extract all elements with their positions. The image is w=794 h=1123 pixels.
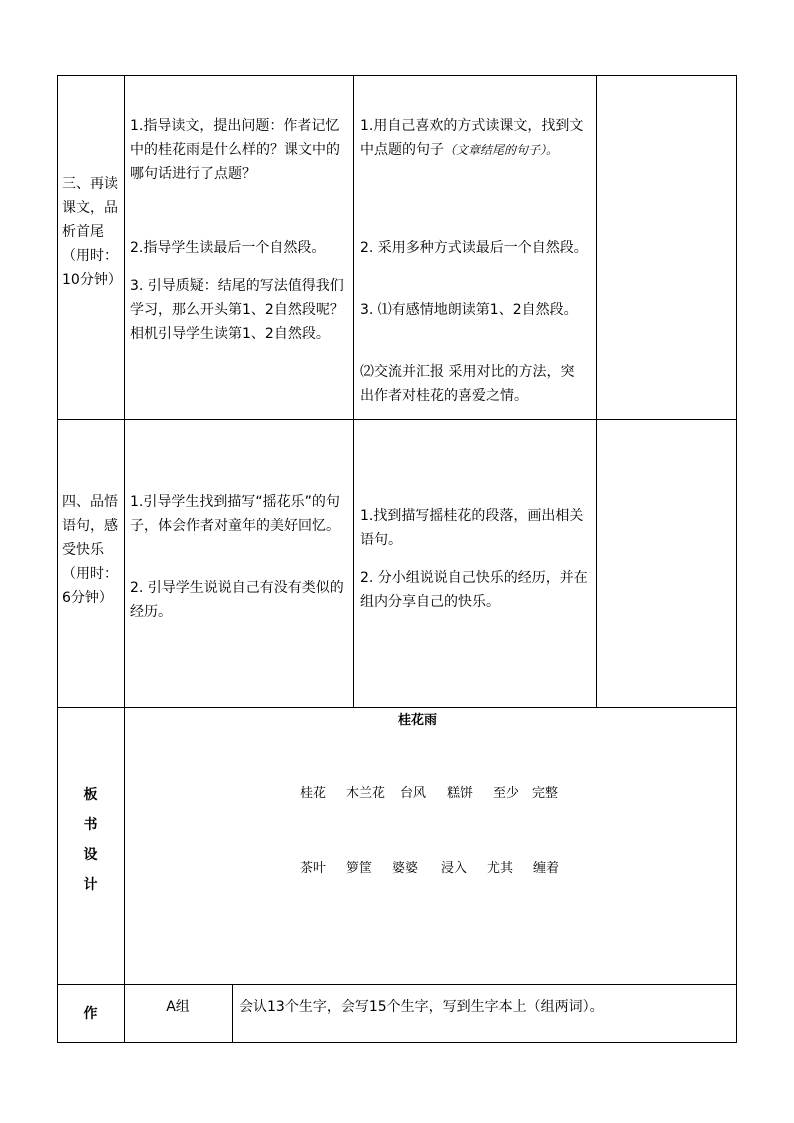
section4-teacher-step1: 1.引导学生找到描写“摇花乐”的句子，体会作者对童年的美好回忆。 xyxy=(130,494,340,534)
section4-teacher-step2: 2. 引导学生说说自己有没有类似的经历。 xyxy=(130,580,344,620)
col-divider xyxy=(596,75,597,707)
board-word: 茶叶 xyxy=(300,861,327,876)
homework-group: A组 xyxy=(166,999,190,1015)
row-divider xyxy=(57,984,737,985)
section3-heading: 三、再读课文，品析首尾（用时：10分钟） xyxy=(62,176,122,288)
board-label-char: 书 xyxy=(83,817,98,833)
row-divider xyxy=(57,707,737,708)
lesson-plan-table xyxy=(57,75,737,1043)
section3-teacher-step2: 2.指导学生读最后一个自然段。 xyxy=(130,240,326,256)
board-title: 桂花雨 xyxy=(397,713,437,728)
board-word: 缠着 xyxy=(533,861,560,876)
board-word: 箩筐 xyxy=(346,861,373,876)
homework-content: 会认13个生字，会写15个生字，写到生字本上（组两词）。 xyxy=(239,999,604,1015)
board-word: 浸入 xyxy=(441,861,468,876)
section3-student-step2: 2. 采用多种方式读最后一个自然段。 xyxy=(360,240,588,256)
section4-student-step1: 1.找到描写摇桂花的段落，画出相关语句。 xyxy=(360,508,584,548)
student-step1-main: 1.用自己喜欢的方式读课文，找到文中点题的句子 xyxy=(360,118,584,158)
section3-student-step3: 3. ⑴有感情地朗读第1、2自然段。 xyxy=(360,302,578,318)
section3-teacher-step1: 1.指导读文，提出问题：作者记忆中的桂花雨是什么样的？课文中的哪句话进行了点题？ xyxy=(130,118,340,182)
section3-student-step1 xyxy=(360,114,588,162)
board-label-char: 设 xyxy=(83,847,98,863)
board-label-char: 计 xyxy=(83,877,98,893)
board-word: 台风 xyxy=(400,786,427,801)
col-divider xyxy=(124,75,125,1043)
board-word: 木兰花 xyxy=(346,786,386,801)
board-word: 糕饼 xyxy=(447,786,474,801)
board-word: 桂花 xyxy=(300,786,327,801)
section4-student-step2: 2. 分小组说说自己快乐的经历，并在组内分享自己的快乐。 xyxy=(360,570,588,610)
section3-teacher-step3: 3. 引导质疑：结尾的写法值得我们学习，那么开头第1、2自然段呢？相机引导学生读第1、2自然段。 xyxy=(130,278,344,342)
board-word: 尤其 xyxy=(487,861,514,876)
section4-heading: 四、品悟语句，感受快乐（用时：6分钟） xyxy=(62,494,118,606)
homework-label: 作 xyxy=(83,1006,98,1022)
student-step1-handwritten-note: （文章结尾的句子）。 xyxy=(444,143,559,157)
board-word: 至少 xyxy=(493,786,520,801)
board-label-char: 板 xyxy=(83,787,98,803)
col-divider xyxy=(353,75,354,707)
row-divider xyxy=(57,419,737,420)
col-divider xyxy=(232,984,233,1043)
board-word: 婆婆 xyxy=(392,861,419,876)
board-word: 完整 xyxy=(532,786,559,801)
section3-student-step4: ⑵交流并汇报 采用对比的方法，突出作者对桂花的喜爱之情。 xyxy=(360,364,575,404)
